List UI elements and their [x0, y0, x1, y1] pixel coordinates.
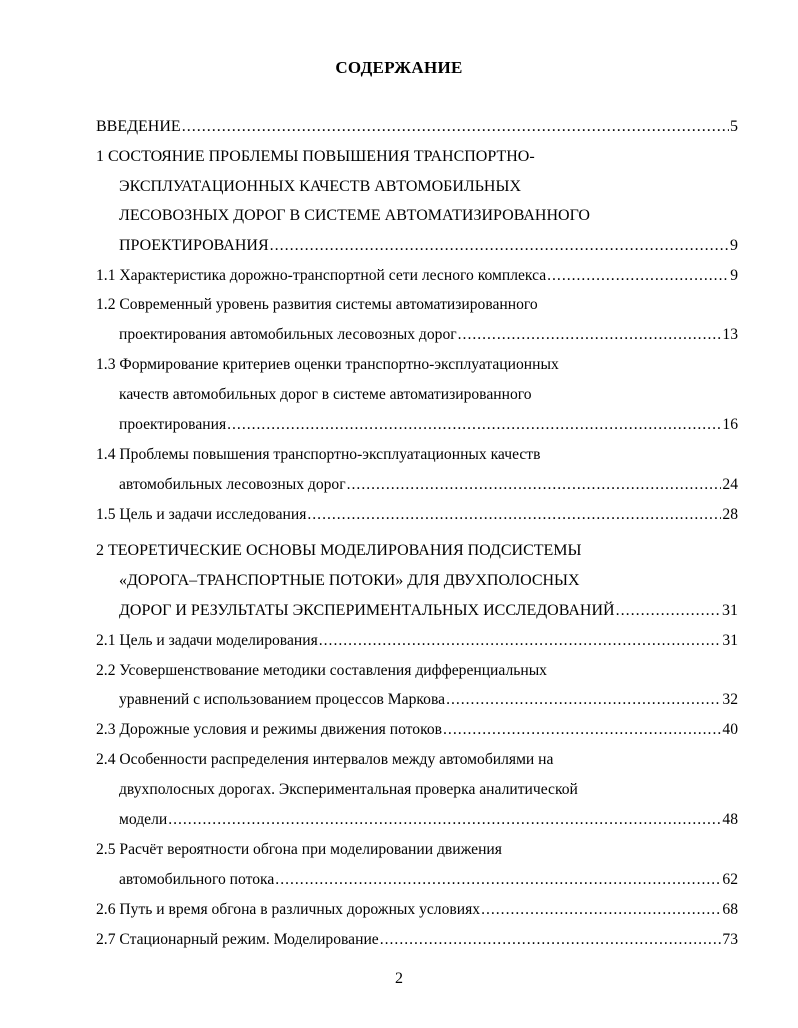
toc-entry-1-5[interactable] [96, 504, 738, 526]
toc-leader-dots [347, 474, 722, 496]
toc-page-number: 28 [722, 506, 738, 523]
toc-page-number: 73 [722, 931, 738, 948]
toc-entry-2-2-line-2[interactable] [119, 689, 738, 711]
toc-page-number: 13 [722, 326, 738, 343]
toc-page-number: 5 [730, 118, 738, 135]
toc-entry-text: уравнений с использованием процессов Маркова [119, 691, 446, 708]
toc-leader-dots [380, 929, 722, 951]
toc-entry-1-2-line-1[interactable]: 1.2 Современный уровень развития системы автоматизированного [96, 296, 538, 313]
toc-entry-2-3[interactable] [96, 719, 738, 741]
toc-entry-text: проектирования [119, 416, 227, 433]
toc-entry-chapter-1-line-1[interactable]: 1 СОСТОЯНИЕ ПРОБЛЕМЫ ПОВЫШЕНИЯ ТРАНСПОРТНО- [96, 148, 535, 165]
toc-page-number: 9 [730, 237, 738, 254]
toc-page-number: 31 [722, 632, 738, 649]
toc-entry-2-6[interactable] [96, 899, 738, 921]
toc-entry-text: проектирования автомобильных лесовозных дорог [119, 326, 457, 343]
toc-page-number: 24 [722, 476, 738, 493]
toc-entry-text: 1.1 Характеристика дорожно-транспортной сети лесного комплекса [96, 267, 547, 284]
page-title: СОДЕРЖАНИЕ [335, 58, 463, 77]
toc-leader-dots [275, 869, 721, 891]
toc-entry-1-3-line-3[interactable] [119, 414, 738, 436]
page-number: 2 [395, 970, 403, 987]
toc-leader-dots [270, 235, 729, 257]
toc-page-number: 31 [722, 602, 738, 619]
toc-entry-1-2-line-2[interactable] [119, 324, 738, 346]
toc-leader-dots [182, 116, 729, 138]
toc-entry-2-7[interactable] [96, 929, 738, 951]
toc-leader-dots [443, 719, 721, 741]
toc-entry-2-1[interactable] [96, 630, 738, 652]
toc-entry-chapter-2-line-3[interactable] [119, 600, 738, 622]
toc-entry-1-1[interactable] [96, 265, 738, 287]
toc-entry-chapter-1-line-3[interactable]: ЛЕСОВОЗНЫХ ДОРОГ В СИСТЕМЕ АВТОМАТИЗИРОВАННОГО [119, 207, 590, 224]
toc-leader-dots [616, 600, 721, 622]
toc-entry-text: 2.7 Стационарный режим. Моделирование [96, 931, 379, 948]
toc-entry-1-4-line-2[interactable] [119, 474, 738, 496]
toc-entry-introduction[interactable] [96, 116, 738, 138]
toc-entry-chapter-1-line-2[interactable]: ЭКСПЛУАТАЦИОННЫХ КАЧЕСТВ АВТОМОБИЛЬНЫХ [119, 178, 521, 195]
toc-leader-dots [227, 414, 721, 436]
toc-entry-2-4-line-2[interactable]: двухполосных дорогах. Экспериментальная проверка аналитической [119, 781, 578, 798]
toc-entry-text: ДОРОГ И РЕЗУЛЬТАТЫ ЭКСПЕРИМЕНТАЛЬНЫХ ИССЛЕДОВАНИЙ [119, 602, 615, 619]
toc-entry-chapter-1-line-4[interactable] [119, 235, 738, 257]
toc-entry-text: автомобильного потока [119, 871, 275, 888]
toc-entry-1-3-line-1[interactable]: 1.3 Формирование критериев оценки транспортно-эксплуатационных [96, 356, 559, 373]
toc-page-number: 68 [722, 901, 738, 918]
toc-leader-dots [307, 504, 721, 526]
toc-page-number: 62 [722, 871, 738, 888]
toc-leader-dots [458, 324, 722, 346]
toc-entry-text: 2.3 Дорожные условия и режимы движения потоков [96, 721, 443, 738]
toc-entry-2-5-line-2[interactable] [119, 869, 738, 891]
toc-entry-1-3-line-2[interactable]: качеств автомобильных дорог в системе автоматизированного [119, 386, 532, 403]
toc-entry-text: автомобильных лесовозных дорог [119, 476, 346, 493]
toc-entry-2-4-line-3[interactable] [119, 809, 738, 831]
toc-page-number: 16 [722, 416, 738, 433]
toc-page-number: 48 [722, 811, 738, 828]
toc-page-number: 32 [722, 691, 738, 708]
toc-entry-chapter-2-line-1[interactable]: 2 ТЕОРЕТИЧЕСКИЕ ОСНОВЫ МОДЕЛИРОВАНИЯ ПОДСИСТЕМЫ [96, 542, 582, 559]
toc-entry-text: модели [119, 811, 168, 828]
toc-leader-dots [547, 265, 729, 287]
toc-entry-text: 2.1 Цель и задачи моделирования [96, 632, 318, 649]
toc-page-number: 40 [722, 721, 738, 738]
toc-entry-text: ПРОЕКТИРОВАНИЯ [119, 237, 269, 254]
toc-entry-2-4-line-1[interactable]: 2.4 Особенности распределения интервалов между автомобилями на [96, 751, 554, 768]
toc-leader-dots [481, 899, 721, 921]
toc-entry-2-2-line-1[interactable]: 2.2 Усовершенствование методики составления дифференциальных [96, 662, 547, 679]
toc-entry-text: ВВЕДЕНИЕ [96, 118, 181, 135]
toc-entry-text: 2.6 Путь и время обгона в различных дорожных условиях [96, 901, 481, 918]
toc-leader-dots [168, 809, 721, 831]
toc-entry-chapter-2-line-2[interactable]: «ДОРОГА–ТРАНСПОРТНЫЕ ПОТОКИ» ДЛЯ ДВУХПОЛОСНЫХ [119, 572, 580, 589]
toc-leader-dots [319, 630, 722, 652]
toc-page-number: 9 [730, 267, 738, 284]
toc-entry-text: 1.5 Цель и задачи исследования [96, 506, 307, 523]
toc-leader-dots [446, 689, 721, 711]
toc-entry-2-5-line-1[interactable]: 2.5 Расчёт вероятности обгона при моделировании движения [96, 841, 502, 858]
toc-entry-1-4-line-1[interactable]: 1.4 Проблемы повышения транспортно-эксплуатационных качеств [96, 446, 541, 463]
